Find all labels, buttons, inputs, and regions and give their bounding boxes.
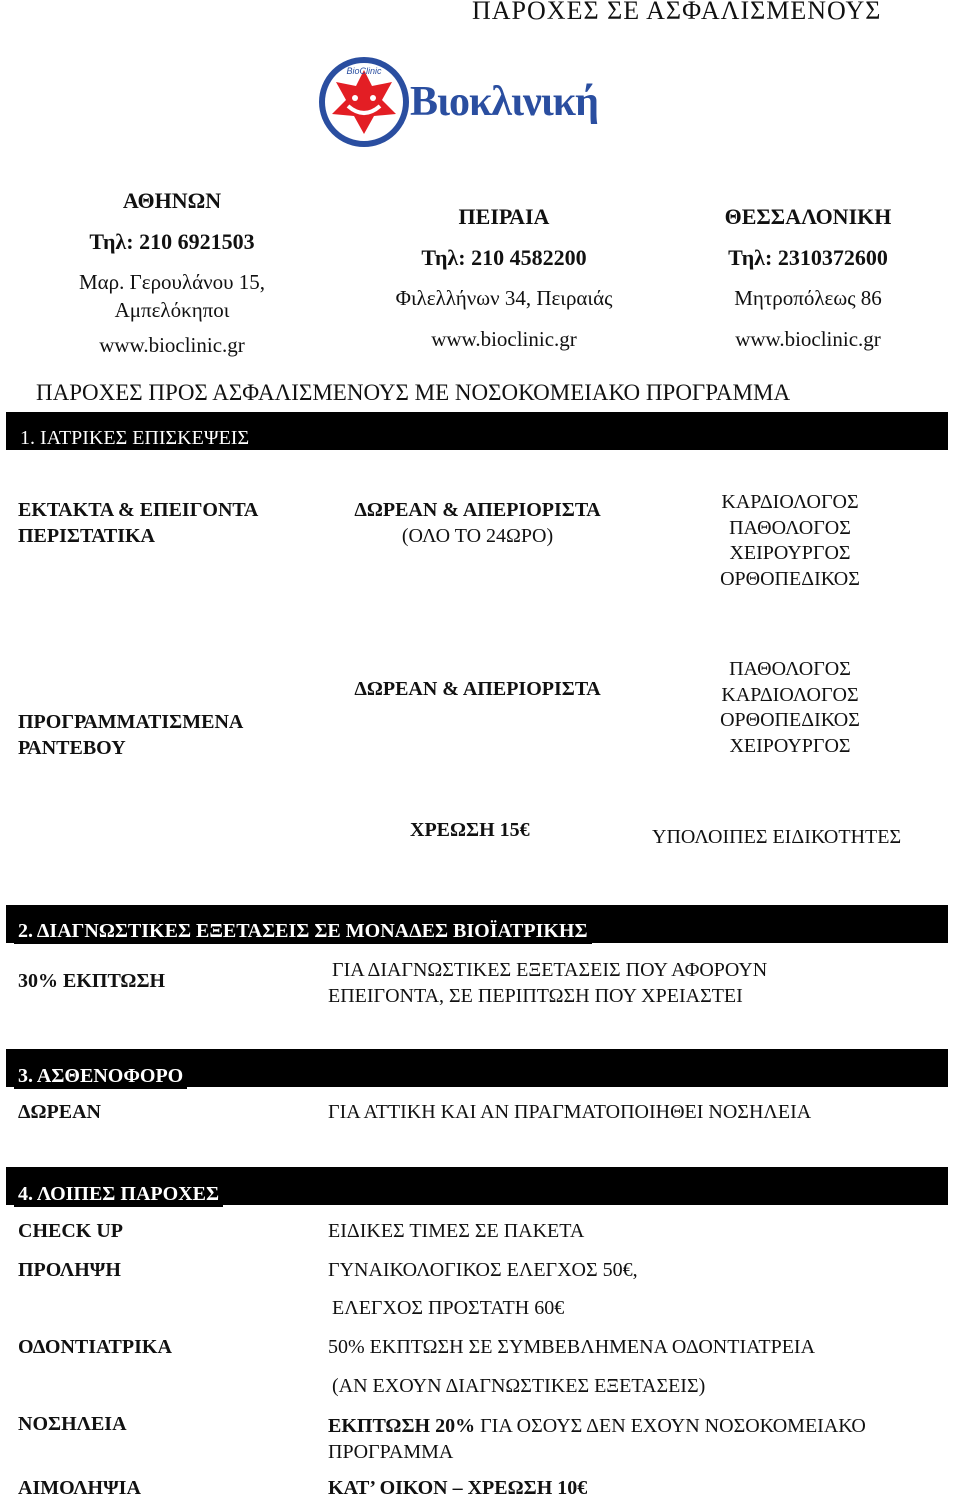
section-3-title: 3. ΑΣΘΕΝΟΦΟΡΟ — [14, 1063, 187, 1089]
desc-line: ΓΙΑ ΔΙΑΓΝΩΣΤΙΚΕΣ ΕΞΕΤΑΣΕΙΣ ΠΟΥ ΑΦΟΡΟΥΝ — [332, 959, 768, 981]
dental-label: ΟΔΟΝΤΙΑΤΡΙΚΑ — [18, 1336, 172, 1358]
visit-charge: ΧΡΕΩΣΗ 15€ — [410, 819, 530, 841]
bioclinic-logo — [318, 56, 638, 148]
row-label-line: ΡΑΝΤΕΒΟΥ — [18, 737, 126, 759]
specialties-list — [690, 657, 890, 759]
visit-terms-emergency — [335, 497, 620, 549]
branch-website[interactable]: www.bioclinic.gr — [99, 333, 245, 357]
specialties-list — [690, 490, 890, 592]
branch-address: Φιλελλήνων 34, Πειραιάς — [395, 286, 613, 310]
checkup-description: ΕΙΔΙΚΕΣ ΤΙΜΕΣ ΣΕ ΠΑΚΕΤΑ — [328, 1220, 585, 1242]
branch-address: Μαρ. Γερουλάνου 15, — [78, 270, 266, 294]
branch-phone: Τηλ: 210 4582200 — [421, 245, 587, 270]
specialty-item: ΟΡΘΟΠΕΔΙΚΟΣ — [720, 709, 860, 731]
branch-website[interactable]: www.bioclinic.gr — [735, 327, 881, 351]
branch-piraeus — [354, 196, 654, 360]
specialty-item: ΚΑΡΔΙΟΛΟΓΟΣ — [721, 491, 859, 513]
prevention-label: ΠΡΟΛΗΨΗ — [18, 1259, 121, 1281]
hospitalization-label: ΝΟΣΗΛΕΙΑ — [18, 1413, 127, 1435]
diagnostic-description — [328, 957, 767, 1009]
terms-note: (ΟΛΟ ΤΟ 24ΩΡΟ) — [401, 525, 554, 547]
page-title: ΠΑΡΟΧΕΣ ΣΕ ΑΣΦΑΛΙΣΜΕΝΟΥΣ — [472, 0, 882, 25]
logo-emblem-icon — [318, 56, 410, 148]
desc-line: ΓΙΑ ΟΣΟΥΣ ΔΕΝ ΕΧΟΥΝ ΝΟΣΟΚΟΜΕΙΑΚΟ — [475, 1415, 866, 1437]
specialty-item: ΧΕΙΡΟΥΡΓΟΣ — [729, 734, 851, 757]
section-1-title: 1. ΙΑΤΡΙΚΕΣ ΕΠΙΣΚΕΨΕΙΣ — [14, 424, 255, 450]
specialty-item: ΧΕΙΡΟΥΡΓΟΣ — [729, 542, 851, 564]
bloodtest-description: ΚΑΤ’ ΟΙΚΟΝ – ΧΡΕΩΣΗ 10€ — [328, 1477, 588, 1499]
branch-name: ΠΕΙΡΑΙΑ — [458, 204, 550, 229]
branch-thessaloniki — [678, 196, 938, 360]
branch-name: ΑΘΗΝΩΝ — [122, 188, 222, 213]
section-4-title: 4. ΛΟΙΠΕΣ ΠΑΡΟΧΕΣ — [14, 1181, 223, 1207]
branch-phone: Τηλ: 210 6921503 — [89, 229, 255, 254]
branch-website[interactable]: www.bioclinic.gr — [431, 327, 577, 351]
ambulance-label: ΔΩΡΕΑΝ — [18, 1101, 101, 1123]
visit-terms-scheduled: ΔΩΡΕΑΝ & ΑΠΕΡΙΟΡΙΣΤΑ — [354, 678, 601, 700]
prevention-description: ΕΛΕΓΧΟΣ ΠΡΟΣΤΑΤΗ 60€ — [332, 1297, 565, 1319]
row-label-line: ΠΕΡΙΣΤΑΤΙΚΑ — [18, 525, 155, 547]
branch-phone: Τηλ: 2310372600 — [728, 245, 888, 270]
branch-name: ΘΕΣΣΑΛΟΝΙΚΗ — [724, 204, 892, 229]
other-specialties: ΥΠΟΛΟΙΠΕΣ ΕΙΔΙΚΟΤΗΤΕΣ — [652, 826, 902, 848]
diagnostic-discount: 30% ΕΚΠΤΩΣΗ — [18, 970, 166, 992]
desc-line: ΠΡΟΓΡΑΜΜΑ — [328, 1441, 454, 1463]
dental-description: 50% ΕΚΠΤΩΣΗ ΣΕ ΣΥΜΒΕΒΛΗΜΕΝΑ ΟΔΟΝΤΙΑΤΡΕΙΑ — [328, 1336, 816, 1358]
branch-athens — [52, 180, 292, 362]
logo-wordmark: Βιοκλινική — [410, 79, 598, 125]
row-label-line: ΕΚΤΑΚΤΑ & ΕΠΕΙΓΟΝΤΑ — [18, 499, 259, 521]
svg-text:BioClinic: BioClinic — [346, 66, 382, 76]
branch-address: Αμπελόκηποι — [114, 298, 230, 322]
desc-line: ΕΠΕΙΓΟΝΤΑ, ΣΕ ΠΕΡΙΠΤΩΣΗ ΠΟΥ ΧΡΕΙΑΣΤΕΙ — [328, 985, 743, 1007]
specialty-item: ΠΑΘΟΛΟΓΟΣ — [729, 516, 851, 539]
section-2-title: 2. ΔΙΑΓΝΩΣΤΙΚΕΣ ΕΞΕΤΑΣΕΙΣ ΣΕ ΜΟΝΑΔΕΣ ΒΙΟΪΑΤΡΙΚΗΣ — [14, 918, 592, 944]
visit-type-scheduled — [18, 709, 243, 761]
branch-address: Μητροπόλεως 86 — [734, 286, 882, 310]
visit-type-emergency — [18, 497, 258, 549]
row-label-line: ΠΡΟΓΡΑΜΜΑΤΙΣΜΕΝΑ — [18, 711, 244, 733]
discount-emphasis: ΕΚΠΤΩΣΗ 20% — [328, 1415, 476, 1437]
bloodtest-label: ΑΙΜΟΛΗΨΙΑ — [18, 1477, 141, 1499]
terms-text: ΔΩΡΕΑΝ & ΑΠΕΡΙΟΡΙΣΤΑ — [354, 499, 601, 521]
specialty-item: ΠΑΘΟΛΟΓΟΣ — [729, 658, 851, 680]
checkup-label: CHECK UP — [18, 1220, 123, 1242]
prevention-description: ΓΥΝΑΙΚΟΛΟΓΙΚΟΣ ΕΛΕΓΧΟΣ 50€, — [328, 1259, 638, 1281]
ambulance-description: ΓΙΑ ΑΤΤΙΚΗ ΚΑΙ ΑΝ ΠΡΑΓΜΑΤΟΠΟΙΗΘΕΙ ΝΟΣΗΛΕΙΑ — [328, 1101, 812, 1123]
specialty-item: ΚΑΡΔΙΟΛΟΓΟΣ — [721, 683, 859, 706]
dental-description: (ΑΝ ΕΧΟΥΝ ΔΙΑΓΝΩΣΤΙΚΕΣ ΕΞΕΤΑΣΕΙΣ) — [332, 1375, 706, 1397]
hospitalization-description — [328, 1413, 866, 1465]
section-heading: ΠΑΡΟΧΕΣ ΠΡΟΣ ΑΣΦΑΛΙΣΜΕΝΟΥΣ ΜΕ ΝΟΣΟΚΟΜΕΙΑΚΟ ΠΡΟΓΡΑΜΜΑ — [36, 380, 791, 405]
specialty-item: ΟΡΘΟΠΕΔΙΚΟΣ — [720, 567, 860, 590]
